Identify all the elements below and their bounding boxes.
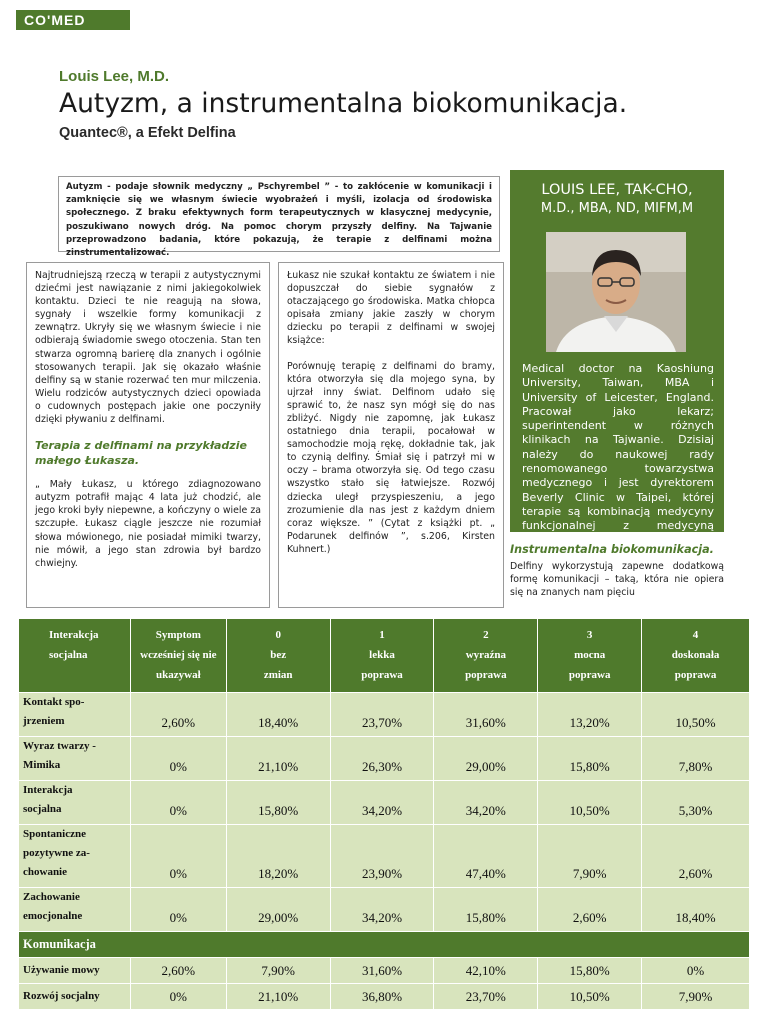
- table-cell: 47,40%: [434, 825, 538, 888]
- results-table: [18, 618, 750, 1010]
- portrait-image: [546, 232, 686, 352]
- table-cell: 7,90%: [226, 958, 330, 984]
- table-cell: 0%: [130, 984, 226, 1010]
- bio-text: Medical doctor na Kaoshiung University, Taiwan, MBA i University of Leicester, England. Pracował jako lekarz; superintendent w różnych klinikach na Tajwanie. Dzisiaj należy do naukowej rady renomowanego towarzystwa medycznego i jest dyrektorem Beverly Clinic w Taipei, której terapie są kombinacją medycyny funkcjonalnej z medycyną naturalną.: [522, 362, 714, 547]
- table-cell: 29,00%: [226, 888, 330, 932]
- row-label: Kontakt spo- jrzeniem: [19, 693, 131, 737]
- header-cell: Interakcja socjalna: [19, 619, 131, 693]
- section-label: Komunikacja: [19, 932, 750, 958]
- header-cell: 3 mocna poprawa: [538, 619, 642, 693]
- table-cell: 15,80%: [226, 781, 330, 825]
- table-cell: 15,80%: [434, 888, 538, 932]
- article-subtitle: Quantec®, a Efekt Delfina: [59, 125, 236, 141]
- intro-text: Autyzm - podaje słownik medyczny „ Pschyrembel ” - to zakłócenie w komunikacji i zamknięcie się we własnym świecie wyobrażeń i myśli, izolacja od środowiska społecznego. Z braku efektywnych form terapeutycznych w klasycznej medycynie, poszukiwano nowych dróg. Na pomoc chorym przyszły delfiny. Na Tajwanie przeprowadzono badania, które pokazują, że terapie z delfinami można zinstrumentalizować.: [66, 182, 492, 259]
- author-name: Louis Lee, M.D.: [59, 68, 170, 85]
- table-cell: 21,10%: [226, 984, 330, 1010]
- table-cell: 7,90%: [642, 984, 750, 1010]
- column1-paragraph: Najtrudniejszą rzeczą w terapii z autystycznymi dziećmi jest nawiązanie z nimi jakiegokolwiek kontaktu. Dzieci te nie reagują na słowa, sygnały i wszelkie formy komunikacji z zewnątrz. Ukryły się we własnym świecie i nie odbierają świadomie swego otoczenia. Stan ten stwarza ogromną barierę dla znanych i ogólnie stosowanych terapii. Jak się okazało właśnie delfiny są w stanie rozerwać ten mur milczenia. Wielu rodziców autystycznych dzieci opowiada o cudownych postępach jakie one poczyniły dzięki pływaniu z delfinami.: [35, 270, 261, 426]
- article-title: Autyzm, a instrumentalna biokomunikacja.: [59, 88, 628, 119]
- table-cell: 21,10%: [226, 737, 330, 781]
- header-cell: 0 bez zmian: [226, 619, 330, 693]
- table-cell: 2,60%: [130, 958, 226, 984]
- table-cell: 7,80%: [642, 737, 750, 781]
- table-cell: 7,90%: [538, 825, 642, 888]
- article-column-1: [26, 262, 270, 608]
- column2-paragraph-2: Porównuję terapię z delfinami do bramy, która otworzyła się dla mojego syna, by ujrzał inny świat. Delfinom udało się sprawić to, że nasz syn mógł się do nas zbliżyć. Nigdy nie zapomnę, jak Łukasz ostatniego dnia terapii, pocałował w samochodzie moją rękę, dokładnie tak, jak to czynią delfiny. Śmiał się i patrzył mi w oczy – brama otworzyła się. Od tego czasu wszystko stało się łatwiejsze. Rozwój dziecka uległ przyspieszeniu, a jego zrozumienie dla nas jest z każdym dniem coraz większe. ” (Cytat z książki pt. „ Podarunek delfinów ”, s.206, Kirsten Kuhnert.): [287, 360, 495, 555]
- table-cell: 18,40%: [642, 888, 750, 932]
- table-cell: 0%: [642, 958, 750, 984]
- table-cell: 23,70%: [330, 693, 434, 737]
- bio-name: LOUIS LEE, TAK-CHO,: [541, 182, 693, 198]
- table-section-row: [19, 932, 750, 958]
- table-row: [19, 984, 750, 1010]
- table-cell: 13,20%: [538, 693, 642, 737]
- table-cell: 26,30%: [330, 737, 434, 781]
- table-cell: 2,60%: [642, 825, 750, 888]
- table-cell: 0%: [130, 825, 226, 888]
- side-text: Delfiny wykorzystują zapewne dodatkową formę komunikacji – taką, która nie opiera się na znanych nam pięciu: [510, 561, 724, 599]
- header-cell: 1 lekka poprawa: [330, 619, 434, 693]
- table-cell: 23,90%: [330, 825, 434, 888]
- table-cell: 29,00%: [434, 737, 538, 781]
- table-cell: 2,60%: [538, 888, 642, 932]
- table-cell: 0%: [130, 737, 226, 781]
- row-label: Wyraz twarzy - Mimika: [19, 737, 131, 781]
- article-column-2: [278, 262, 504, 608]
- table-cell: 34,20%: [330, 781, 434, 825]
- column2-paragraph-1: Łukasz nie szukał kontaktu ze światem i nie dopuszczał do siebie sygnałów z otaczającego go środowiska. Matka chłopca opisała zmiany jakie zaszły w chorym dziecku po terapii z delfinami w swojej książce:: [287, 270, 495, 347]
- table-cell: 34,20%: [434, 781, 538, 825]
- table-cell: 0%: [130, 888, 226, 932]
- column1-subheading: Terapia z delfinami na przykładzie małego Łukasza.: [35, 439, 247, 468]
- header-cell: 2 wyraźna poprawa: [434, 619, 538, 693]
- column1-quote: „ Mały Łukasz, u którego zdiagnozowano autyzm potrafił mając 4 lata już chodzić, ale jego kroki były niepewne, a kończyny o wiele za szczupłe. Łukasz ciągle jeszcze nie rozumiał słowa mówionego, nie posiadał mimiki twarzy, nie mówił, a jego stan zdrowia był bardzo chwiejny.: [35, 479, 261, 569]
- table-cell: 18,20%: [226, 825, 330, 888]
- table-cell: 42,10%: [434, 958, 538, 984]
- table-cell: 15,80%: [538, 958, 642, 984]
- brand-logo: CO'MED: [16, 10, 130, 30]
- row-label: Zachowanie emocjonalne: [19, 888, 131, 932]
- table-cell: 10,50%: [538, 984, 642, 1010]
- author-bio-box: [510, 170, 724, 547]
- table-cell: 31,60%: [330, 958, 434, 984]
- table-cell: 10,50%: [642, 693, 750, 737]
- row-label: Rozwój socjalny: [19, 984, 131, 1010]
- table-cell: 0%: [130, 781, 226, 825]
- table-cell: 2,60%: [130, 693, 226, 737]
- row-label: Używanie mowy: [19, 958, 131, 984]
- table-row: [19, 825, 750, 888]
- table-cell: 23,70%: [434, 984, 538, 1010]
- author-photo: [546, 232, 686, 352]
- table-cell: 15,80%: [538, 737, 642, 781]
- table-cell: 18,40%: [226, 693, 330, 737]
- table-row: [19, 888, 750, 932]
- row-label: Interakcja socjalna: [19, 781, 131, 825]
- header-cell: Symptom wcześniej się nie ukazywał: [130, 619, 226, 693]
- intro-box: [58, 176, 500, 259]
- table-cell: 10,50%: [538, 781, 642, 825]
- table-cell: 31,60%: [434, 693, 538, 737]
- table-row: [19, 781, 750, 825]
- table-header-row: [19, 619, 750, 693]
- side-heading: Instrumentalna biokomunikacja.: [510, 543, 714, 556]
- table-row: [19, 737, 750, 781]
- table-cell: 5,30%: [642, 781, 750, 825]
- table-row: [19, 958, 750, 984]
- row-label: Spontaniczne pozytywne za- chowanie: [19, 825, 131, 888]
- bio-credentials: M.D., MBA, ND, MIFM,M: [540, 201, 694, 216]
- header-cell: 4 doskonała poprawa: [642, 619, 750, 693]
- table-row: [19, 693, 750, 737]
- table-cell: 36,80%: [330, 984, 434, 1010]
- table-cell: 34,20%: [330, 888, 434, 932]
- results-table-container: [18, 618, 750, 1004]
